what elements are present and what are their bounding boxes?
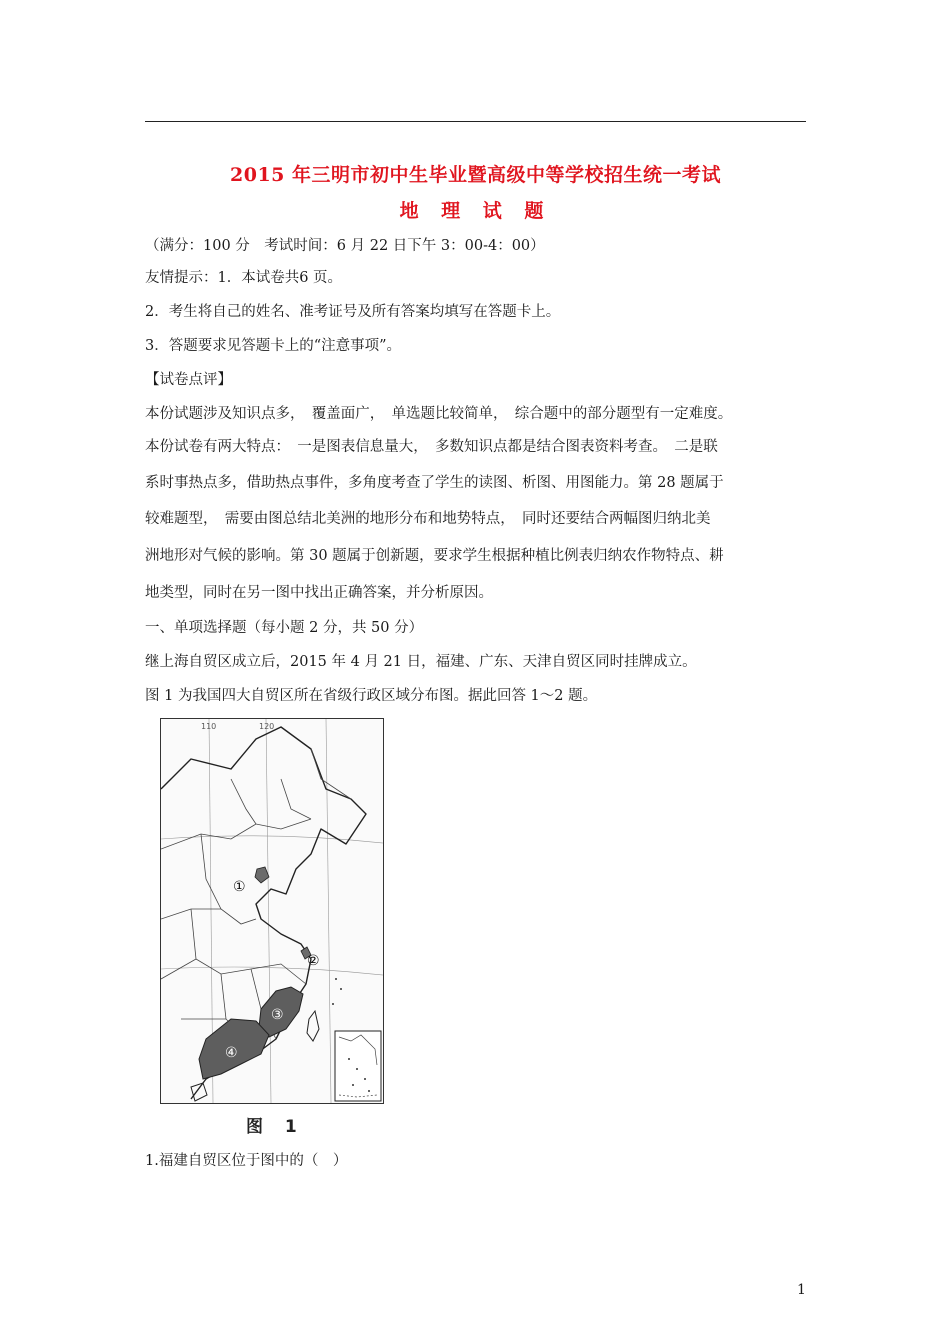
marker-3: ③ <box>271 1007 284 1023</box>
review-line-4: 较难题型， 需要由图总结北美洲的地形分布和地势特点， 同时还要结合两幅图归纳北美 <box>145 511 711 527</box>
tip-3: 3．答题要求见答题卡上的“注意事项”。 <box>145 338 402 354</box>
review-line-5: 洲地形对气候的影响。第 30 题属于创新题，要求学生根据种植比例表归纳农作物特点、耕 <box>145 548 724 564</box>
section-intro-2: 图 1 为我国四大自贸区所在省级行政区域分布图。据此回答 1～2 题。 <box>145 688 598 704</box>
marker-1: ① <box>233 879 246 895</box>
south-sea-inset <box>335 1031 381 1101</box>
lon-label-120: 120 <box>259 722 275 731</box>
header-rule <box>145 121 806 122</box>
question-1: 1.福建自贸区位于图中的（ ） <box>145 1153 348 1169</box>
review-heading: 【试卷点评】 <box>145 372 232 388</box>
section-heading: 一、单项选择题（每小题 2 分，共 50 分） <box>145 620 424 636</box>
china-east-map <box>161 719 383 1103</box>
exam-subtitle: 地 理 试 题 <box>399 200 552 222</box>
review-line-6: 地类型，同时在另一图中找出正确答案，并分析原因。 <box>145 585 493 601</box>
lon-label-110: 110 <box>201 722 217 731</box>
marker-2: ② <box>307 953 320 969</box>
region-beijing-tianjin <box>255 867 269 883</box>
tip-2: 2．考生将自己的姓名、准考证号及所有答案均填写在答题卡上。 <box>145 304 561 320</box>
exam-info: （满分：100 分 考试时间：6 月 22 日下午 3：00-4：00） <box>145 238 545 254</box>
page-number: 1 <box>797 1282 806 1298</box>
figure-caption: 图 1 <box>246 1117 305 1137</box>
review-line-2: 本份试卷有两大特点： 一是图表信息量大， 多数知识点都是结合图表资料考查。 二是联 <box>145 439 718 455</box>
review-line-3: 系时事热点多，借助热点事件，多角度考查了学生的读图、析图、用图能力。第 28 题属于 <box>145 475 724 491</box>
marker-4: ④ <box>225 1045 238 1061</box>
tip-1: 友情提示：1．本试卷共6 页。 <box>145 270 343 286</box>
exam-title: 2015 年三明市初中生毕业暨高级中等学校招生统一考试 <box>230 164 721 186</box>
review-line-1: 本份试题涉及知识点多， 覆盖面广， 单选题比较简单， 综合题中的部分题型有一定难度。 <box>145 406 733 422</box>
map-figure <box>160 718 384 1104</box>
section-intro-1: 继上海自贸区成立后，2015 年 4 月 21 日，福建、广东、天津自贸区同时挂牌成立。 <box>145 654 697 670</box>
